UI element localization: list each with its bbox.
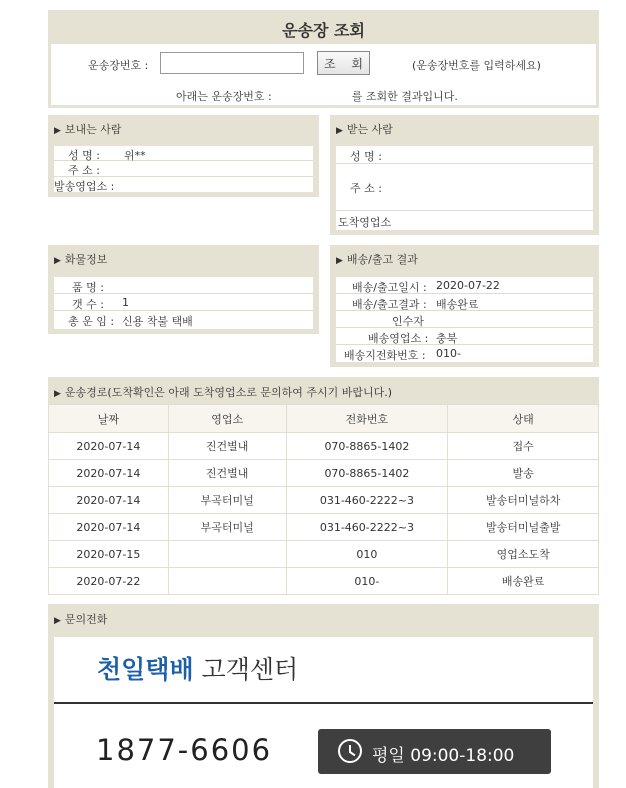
column-header-status: 상태 [448, 405, 599, 433]
cargo-header [54, 251, 107, 267]
delivery-office-row [336, 328, 593, 345]
cell-office [168, 541, 286, 568]
sender-name-value: 위** [124, 149, 146, 162]
receiver-address-label: 주 소 : [350, 182, 382, 195]
cell-status: 접수 [448, 433, 599, 460]
cargo-item-row [54, 277, 313, 294]
triangle-icon: ▶ [336, 256, 343, 266]
inquiry-title: 문의전화 [64, 613, 108, 626]
delivery-office-value: 충북 [436, 332, 458, 345]
table-row [49, 568, 599, 595]
cell-phone: 070-8865-1402 [286, 460, 448, 487]
table-row [49, 487, 599, 514]
receiver-name-row [336, 146, 593, 164]
receiver-title: 받는 사람 [346, 123, 393, 136]
receiver-office-label: 도착영업소 [338, 216, 392, 229]
delivery-date-row [336, 277, 593, 294]
search-button[interactable]: 조 회 [317, 51, 370, 75]
delivery-phone-label: 배송지전화번호 : [344, 349, 426, 362]
table-row [49, 460, 599, 487]
receiver-address-row [336, 164, 593, 211]
cell-office: 부곡터미널 [168, 514, 286, 541]
delivery-receiver-label: 인수자 [392, 315, 424, 328]
delivery-date-label: 배송/출고일시 : [352, 281, 427, 294]
route-header-bar [48, 377, 599, 404]
route-table [48, 404, 599, 595]
customer-phone: 1877-6606 [96, 733, 273, 767]
cargo-fare-label: 총 운 임 : [68, 315, 115, 328]
table-row [49, 541, 599, 568]
cargo-fare-value: 신용 착불 택배 [122, 315, 193, 328]
cell-office: 진건별내 [168, 433, 286, 460]
sender-name-row [54, 146, 313, 161]
receiver-office-row [336, 211, 593, 230]
cell-date: 2020-07-14 [49, 433, 169, 460]
cell-phone: 010 [286, 541, 448, 568]
delivery-receiver-row [336, 311, 593, 328]
delivery-phone-row [336, 345, 593, 362]
triangle-icon: ▶ [336, 126, 343, 136]
delivery-info [336, 277, 593, 362]
delivery-header [336, 251, 418, 267]
cell-status: 발송터미널출발 [448, 514, 599, 541]
triangle-icon: ▶ [54, 389, 61, 399]
cell-date: 2020-07-14 [49, 460, 169, 487]
result-line [176, 88, 458, 104]
delivery-phone-value: 010- [436, 347, 461, 360]
column-header-phone: 전화번호 [286, 405, 448, 433]
triangle-icon: ▶ [54, 126, 61, 136]
sender-address-label: 주 소 : [68, 164, 100, 177]
invoice-input[interactable] [160, 52, 304, 74]
cell-office [168, 568, 286, 595]
table-row [49, 433, 599, 460]
cargo-title: 화물정보 [64, 253, 108, 266]
cell-status: 영업소도착 [448, 541, 599, 568]
cell-status: 배송완료 [448, 568, 599, 595]
inquiry-header [54, 611, 107, 627]
divider [54, 702, 593, 704]
cargo-count-value: 1 [122, 296, 129, 309]
route-header-row [49, 405, 599, 433]
sender-header [54, 121, 122, 137]
column-header-date: 날짜 [49, 405, 169, 433]
table-row [49, 514, 599, 541]
delivery-office-label: 배송영업소 : [368, 332, 429, 345]
cargo-panel [48, 245, 319, 334]
cell-date: 2020-07-15 [49, 541, 169, 568]
page-title-bar [48, 10, 599, 44]
cell-office: 진건별내 [168, 460, 286, 487]
cargo-item-label: 품 명 : [72, 281, 104, 294]
customer-center-label: 고객센터 [193, 655, 299, 684]
triangle-icon: ▶ [54, 616, 61, 626]
cell-date: 2020-07-22 [49, 568, 169, 595]
page-title: 운송장 조회 [282, 21, 365, 40]
result-suffix: 를 조회한 결과입니다. [351, 90, 458, 103]
delivery-title: 배송/출고 결과 [346, 253, 418, 266]
sender-info [54, 146, 313, 192]
result-prefix: 아래는 운송장번호 : [176, 90, 272, 103]
receiver-name-label: 성 명 : [350, 150, 382, 163]
delivery-result-value: 배송완료 [436, 298, 479, 311]
cell-phone: 070-8865-1402 [286, 433, 448, 460]
receiver-info [336, 146, 593, 230]
business-hours-badge [318, 729, 551, 774]
cell-office: 부곡터미널 [168, 487, 286, 514]
sender-name-label: 성 명 : [68, 149, 100, 162]
receiver-header [336, 121, 393, 137]
customer-center-title [97, 650, 298, 686]
delivery-result-row [336, 294, 593, 311]
cargo-count-row [54, 294, 313, 311]
sender-office-label: 발송영업소 : [54, 180, 115, 193]
cell-phone: 031-460-2222~3 [286, 514, 448, 541]
sender-address-row [54, 161, 313, 177]
receiver-panel [330, 115, 599, 235]
sender-office-row [54, 177, 313, 192]
cell-date: 2020-07-14 [49, 514, 169, 541]
sender-panel [48, 115, 319, 197]
column-header-office: 영업소 [168, 405, 286, 433]
delivery-result-label: 배송/출고결과 : [352, 298, 427, 311]
cell-phone: 010- [286, 568, 448, 595]
cargo-info [54, 277, 313, 329]
invoice-hint: (운송장번호를 입력하세요) [412, 59, 541, 72]
brand-name: 천일택배 [97, 655, 194, 684]
cell-date: 2020-07-14 [49, 487, 169, 514]
cargo-fare-row [54, 311, 313, 329]
sender-title: 보내는 사람 [64, 123, 122, 136]
route-header [54, 384, 392, 400]
cell-phone: 031-460-2222~3 [286, 487, 448, 514]
delivery-panel [330, 245, 599, 367]
cell-status: 발송 [448, 460, 599, 487]
cargo-count-label: 갯 수 : [72, 298, 104, 311]
route-title: 운송경로(도착확인은 아래 도착영업소로 문의하여 주시기 바랍니다.) [64, 386, 393, 399]
cell-status: 발송터미널하차 [448, 487, 599, 514]
business-hours: 평일 09:00-18:00 [372, 746, 515, 766]
triangle-icon: ▶ [54, 256, 61, 266]
clock-icon [338, 739, 362, 763]
invoice-label: 운송장번호 : [88, 59, 149, 72]
delivery-date-value: 2020-07-22 [436, 279, 500, 292]
